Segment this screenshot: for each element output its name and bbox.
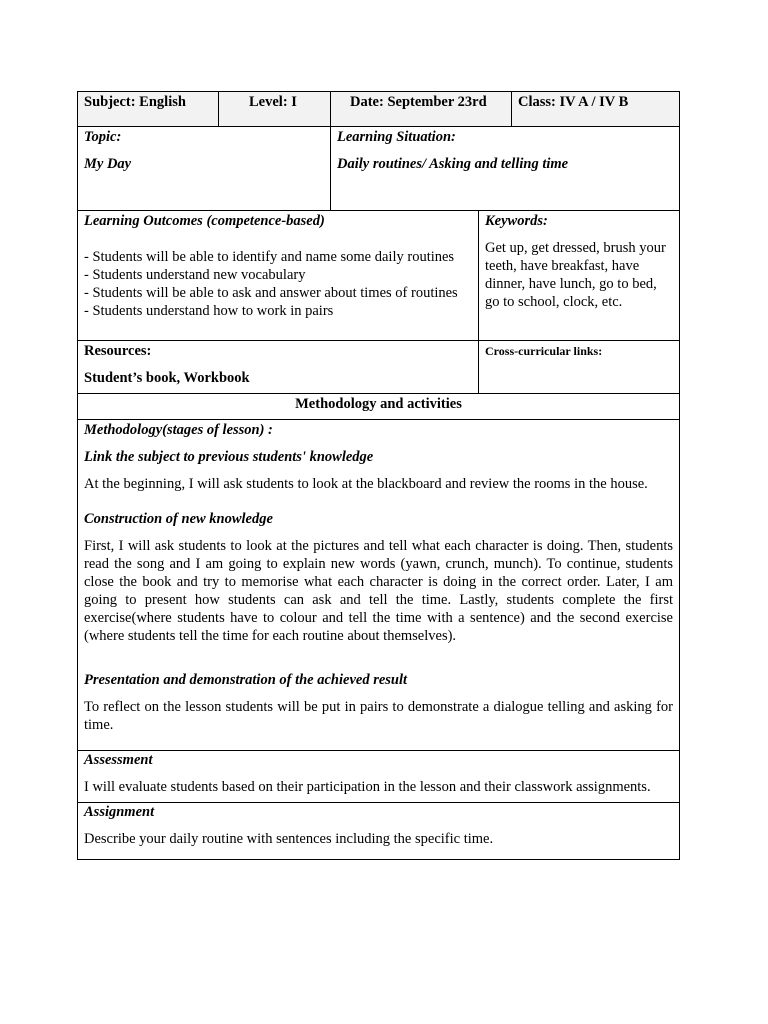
keywords-label: Keywords: (485, 213, 548, 229)
situation-label: Learning Situation: (337, 129, 456, 145)
assessment-row (78, 751, 679, 803)
class-cell (512, 92, 679, 126)
resources-value: Student’s book, Workbook (84, 370, 250, 386)
outcomes-row (78, 211, 679, 341)
outcome-item: - Students will be able to ask and answer about times of routines (84, 285, 458, 301)
methodology-title: Methodology and activities (295, 396, 462, 412)
topic-label: Topic: (84, 129, 122, 145)
methodology-cell (78, 420, 679, 750)
stages-label: Methodology(stages of lesson) : (84, 422, 273, 438)
methodology-title-row (78, 394, 679, 420)
construction-heading: Construction of new knowledge (84, 511, 273, 527)
date-cell (331, 92, 512, 126)
construction-text: First, I will ask students to look at the pictures and tell what each character is doing. Then, students read the song and I am going to explain new words (yawn, crunch, munch). To continue, students close the book and try to memorise what each character is doing in the correct order. Later, I am going to present how students can ask and tell the time. Lastly, students complete the first exercise(where students have to colour and tell the time with a sentence) and the second exercise (where students tell the time for each routine about themselves). (84, 538, 673, 644)
assignment-cell (78, 803, 679, 859)
resources-label: Resources: (84, 343, 152, 359)
assignment-row (78, 803, 679, 859)
methodology-title-cell (78, 394, 679, 419)
level-cell (219, 92, 331, 126)
resources-row (78, 341, 679, 394)
methodology-row (78, 420, 679, 751)
assessment-label: Assessment (84, 752, 153, 768)
situation-value: Daily routines/ Asking and telling time (337, 156, 569, 172)
crosscurricular-cell (479, 341, 679, 393)
crosscurricular-label: Cross-curricular links: (485, 344, 603, 358)
topic-cell (78, 127, 331, 210)
situation-cell (331, 127, 679, 210)
assignment-text: Describe your daily routine with sentences including the specific time. (84, 831, 494, 847)
outcome-item: - Students understand how to work in pairs (84, 303, 334, 319)
resources-cell (78, 341, 479, 393)
outcome-item: - Students will be able to identify and name some daily routines (84, 249, 455, 265)
outcome-item: - Students understand new vocabulary (84, 267, 306, 283)
keywords-cell (479, 211, 679, 340)
date-label: Date: September 23rd (350, 94, 487, 110)
keywords-value: Get up, get dressed, brush your teeth, have breakfast, have dinner, have lunch, go to bed, go to school, clock, etc. (485, 240, 666, 310)
presentation-heading: Presentation and demonstration of the achieved result (84, 672, 408, 688)
subject-cell (78, 92, 219, 126)
lesson-plan-table (77, 91, 680, 860)
link-heading: Link the subject to previous students' knowledge (84, 449, 374, 465)
outcomes-label: Learning Outcomes (competence-based) (84, 213, 325, 229)
level-label: Level: I (249, 94, 297, 110)
presentation-text: To reflect on the lesson students will be put in pairs to demonstrate a dialogue telling and asking for time. (84, 699, 673, 733)
header-row (78, 92, 679, 127)
topic-row (78, 127, 679, 211)
link-text: At the beginning, I will ask students to look at the blackboard and review the rooms in the house. (84, 476, 648, 492)
subject-label: Subject: English (84, 94, 186, 110)
topic-value: My Day (84, 156, 132, 172)
assessment-text: I will evaluate students based on their participation in the lesson and their classwork assignments. (84, 779, 651, 795)
assessment-cell (78, 751, 679, 802)
class-label: Class: IV A / IV B (518, 94, 629, 110)
outcomes-cell (78, 211, 479, 340)
assignment-label: Assignment (84, 804, 155, 820)
